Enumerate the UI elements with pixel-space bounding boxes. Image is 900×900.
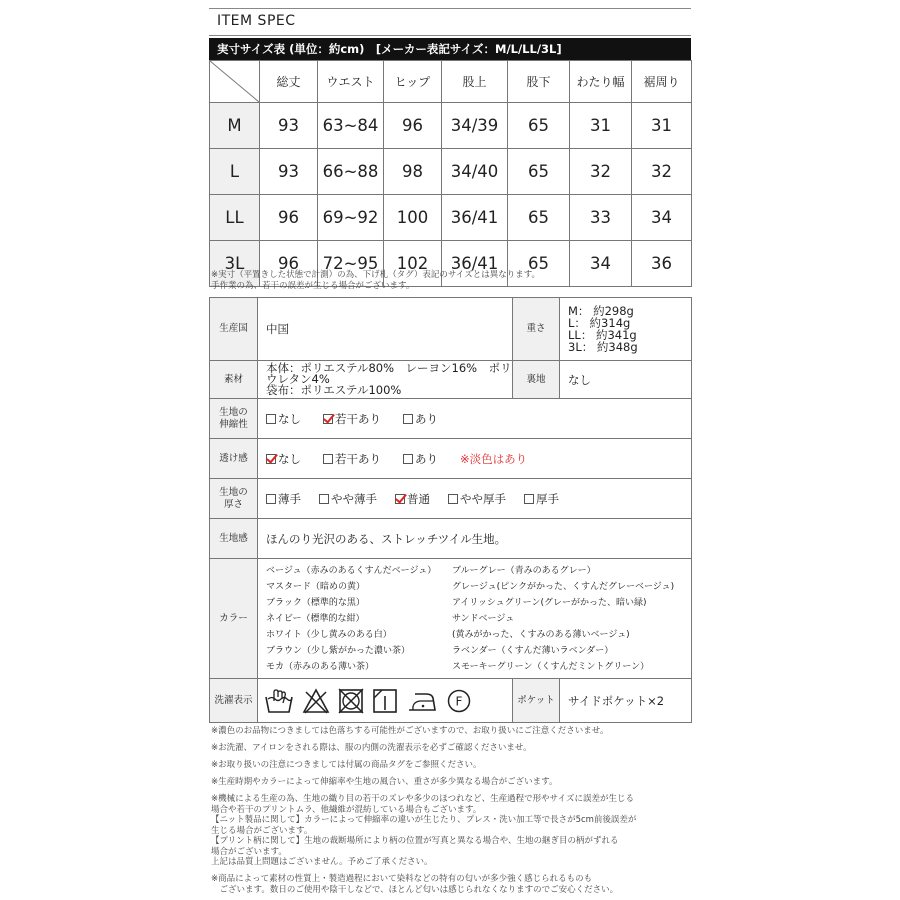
weight-item: M： 約298g (568, 304, 634, 318)
detail-table (209, 297, 692, 723)
hand-wash-icon (264, 687, 294, 715)
table-row (210, 361, 692, 399)
wash-icons (258, 679, 513, 723)
size-notes (211, 270, 540, 292)
color-item: ブラック（標準的な黒） (266, 597, 365, 608)
table-cell: 34 (632, 195, 692, 241)
color-item: グレージュ(ピンクがかった、くすんだグレーベージュ) (452, 581, 675, 592)
footnotes (211, 726, 701, 900)
weight-values (560, 298, 692, 361)
table-row (210, 399, 692, 439)
stretch-option: あり (403, 411, 438, 427)
table-cell: 93 (260, 149, 318, 195)
column-header: 総丈 (260, 61, 318, 103)
weight-item: LL： 約341g (568, 328, 637, 342)
table-row (210, 103, 692, 149)
item-spec-header (209, 8, 691, 36)
iron-low-icon (406, 688, 438, 714)
color-item: ブラウン（少し紫がかった濃い茶） (266, 645, 411, 656)
table-cell: 63~84 (318, 103, 384, 149)
size-note: ※実寸（平置きした状態で計測）の為、下げ札（タグ）表記のサイズとは異なります。 (211, 270, 541, 280)
feel-label: 生地感 (210, 519, 258, 559)
material-label: 素材 (210, 361, 258, 399)
checked-checkbox-icon (266, 454, 276, 464)
footnote: ※お洗濯、アイロンをされる際は、服の内側の洗濯表示を必ずご確認くださいませ。 (211, 743, 532, 753)
table-cell: 31 (570, 103, 632, 149)
thickness-label-line: 生地の (219, 486, 248, 498)
table-cell: 65 (508, 195, 570, 241)
thickness-label (210, 479, 258, 519)
footnote: ※機械による生産の為、生地の織り目の若干のズレや多少のほつれなど、生産過程で形やサイズに誤差が生じる 場合や若干のプリントムラ、他繊維が混紡している場合もございます。 【ニット製品に関して】カラーによって伸縮率の違いが生じたり、プレス・洗い加工等で長さが5cm前後誤差が 生じる場合がございます。 【プリント柄に関して】生地の裁断場所により柄の位置が写真と異なる場合や、生地の継ぎ目の柄がずれる 場合がございます。 上記は品質上問題はございません。予めご了承ください。 (211, 794, 637, 867)
color-item: マスタード（暗めの黄） (266, 581, 366, 592)
footnote: ※商品によって素材の性質上・製造過程において染料などの特有の匂いが多少強く感じられるものも ございます。数日のご使用や陰干しなどで、ほとんど匂いは感じられなくなりますのでご安心ください。 (211, 874, 619, 895)
size-label: LL (210, 195, 260, 241)
table-row (210, 559, 692, 679)
table-row (210, 519, 692, 559)
sheer-warning: ※淡色はあり (460, 451, 528, 466)
table-cell: 34/39 (442, 103, 508, 149)
table-cell: 65 (508, 103, 570, 149)
color-label: カラー (210, 559, 258, 679)
thickness-option: 厚手 (524, 491, 559, 507)
table-cell: 65 (508, 149, 570, 195)
table-cell: 36/41 (442, 195, 508, 241)
color-item: ベージュ（赤みのあるくすんだベージュ） (266, 565, 437, 576)
sheer-option: 若干あり (323, 451, 381, 467)
table-row (210, 479, 692, 519)
checkbox-icon (403, 414, 413, 424)
table-cell: 96 (260, 195, 318, 241)
thickness-label-line: 厚さ (223, 498, 243, 510)
size-table-corner (210, 61, 260, 103)
column-header: ウエスト (318, 61, 384, 103)
footnote: ※生産時期やカラーによって伸縮率や生地の風合い、重さが多少異なる場合がございます。 (211, 777, 558, 787)
checkbox-icon (319, 494, 329, 504)
size-note: 手作業の為、若干の誤差が生じる場合がございます。 (211, 281, 415, 291)
thickness-option: やや薄手 (319, 491, 377, 507)
column-header: 股下 (508, 61, 570, 103)
weight-label: 重さ (513, 298, 560, 361)
lining-label: 裏地 (513, 361, 560, 399)
checkbox-icon (323, 454, 333, 464)
footnote: ※濃色のお品物につきましては色落ちする可能性がございますので、お取り扱いにご注意くださいませ。 (211, 726, 609, 736)
table-row (210, 149, 692, 195)
color-item: アイリッシュグリーン(グレーがかった、暗い緑) (452, 597, 647, 608)
table-cell: 65 (508, 241, 570, 287)
sheer-option: なし (266, 451, 301, 467)
no-bleach-icon (302, 688, 330, 714)
checkbox-icon (266, 414, 276, 424)
item-spec-title: ITEM SPEC (217, 13, 296, 29)
pocket-label: ポケット (513, 679, 560, 723)
origin-label: 生産国 (210, 298, 258, 361)
checkbox-icon (524, 494, 534, 504)
table-row (210, 439, 692, 479)
table-cell: 96 (384, 103, 442, 149)
stretch-label (210, 399, 258, 439)
stretch-options (258, 399, 692, 439)
table-cell: 100 (384, 195, 442, 241)
table-cell: 96 (260, 241, 318, 287)
table-cell: 36/41 (442, 241, 508, 287)
material-line: 本体：ポリエステル80% レーヨン16% ポリウレタン4% (266, 361, 512, 386)
lining-value: なし (560, 361, 692, 399)
stretch-label-line: 生地の (219, 406, 248, 418)
color-item: (黄みがかった、くすみのある薄いベージュ) (452, 629, 630, 640)
table-cell: 98 (384, 149, 442, 195)
color-item: ブルーグレー（青みのあるグレー） (452, 565, 596, 576)
table-cell: 102 (384, 241, 442, 287)
color-item: スモーキーグリーン（くすんだミントグリーン） (452, 661, 650, 672)
column-header: わたり幅 (570, 61, 632, 103)
weight-item: 3L： 約348g (568, 340, 638, 354)
dry-clean-f-icon (446, 688, 472, 714)
table-cell: 31 (632, 103, 692, 149)
footnote: ※お取り扱いの注意につきましては付属の商品タグをご参照ください。 (211, 760, 482, 770)
table-cell: 36 (632, 241, 692, 287)
checkbox-icon (403, 454, 413, 464)
column-header: 股上 (442, 61, 508, 103)
color-item: サンドベージュ (452, 613, 515, 624)
table-cell: 33 (570, 195, 632, 241)
table-row (210, 679, 692, 723)
column-header: 裾周り (632, 61, 692, 103)
table-row (210, 195, 692, 241)
table-cell: 66~88 (318, 149, 384, 195)
feel-value: ほんのり光沢のある、ストレッチツイル生地。 (258, 519, 692, 559)
thickness-option: 普通 (395, 491, 430, 507)
thickness-option: 薄手 (266, 491, 301, 507)
thickness-options (258, 479, 692, 519)
size-table (209, 60, 692, 287)
stretch-option: 若干あり (323, 411, 381, 427)
material-value (258, 361, 513, 399)
origin-value: 中国 (258, 298, 513, 361)
table-cell: 93 (260, 103, 318, 149)
weight-item: L： 約314g (568, 316, 631, 330)
color-list (258, 559, 692, 679)
table-cell: 72~95 (318, 241, 384, 287)
thickness-option: やや厚手 (448, 491, 506, 507)
pocket-value: サイドポケット×2 (560, 679, 692, 723)
no-tumble-dry-icon (338, 688, 364, 714)
table-row (210, 298, 692, 361)
sheer-option: あり (403, 451, 438, 467)
size-table-header-row (210, 61, 692, 103)
size-chart-banner: 実寸サイズ表 (単位：約cm) [メーカー表記サイズ：M/L/LL/3L] (209, 38, 691, 60)
size-label: 3L (210, 241, 260, 287)
checked-checkbox-icon (323, 414, 333, 424)
checkbox-icon (448, 494, 458, 504)
svg-text:F: F (455, 694, 463, 708)
table-cell: 34/40 (442, 149, 508, 195)
line-dry-shade-icon (372, 688, 398, 714)
material-line: 袋布：ポリエステル100% (266, 383, 402, 397)
color-item: ラベンダー（くすんだ薄いラベンダー） (452, 645, 614, 656)
color-item: ホワイト（少し黄みのある白） (266, 629, 392, 640)
wash-label: 洗濯表示 (210, 679, 258, 723)
sheer-options (258, 439, 692, 479)
table-cell: 32 (570, 149, 632, 195)
table-cell: 34 (570, 241, 632, 287)
size-label: M (210, 103, 260, 149)
table-cell: 69~92 (318, 195, 384, 241)
checkbox-icon (266, 494, 276, 504)
sheer-label: 透け感 (210, 439, 258, 479)
color-item: ネイビー（標準的な紺） (266, 613, 365, 624)
stretch-option: なし (266, 411, 301, 427)
column-header: ヒップ (384, 61, 442, 103)
stretch-label-line: 伸縮性 (219, 418, 248, 430)
table-cell: 32 (632, 149, 692, 195)
checked-checkbox-icon (395, 494, 405, 504)
size-label: L (210, 149, 260, 195)
color-item: モカ（赤みのある薄い茶） (266, 661, 375, 672)
